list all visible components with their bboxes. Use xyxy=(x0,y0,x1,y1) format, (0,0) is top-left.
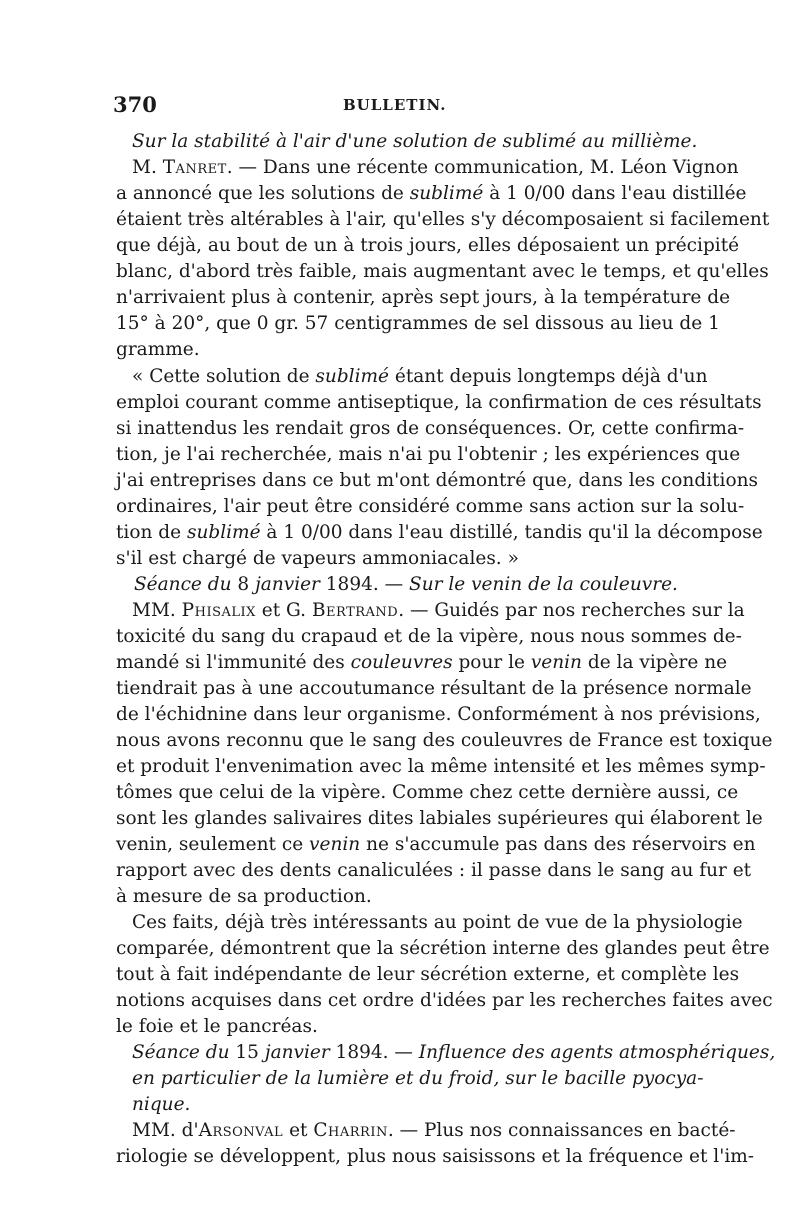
text-run: MM. xyxy=(132,600,182,621)
text-run: rapport avec des dents canaliculées : il passe dans le sang au fur et xyxy=(116,860,752,881)
text-line xyxy=(116,207,770,233)
text-run: et produit l'envenimation avec la même intensité et les mêmes symp- xyxy=(116,756,766,777)
text-line xyxy=(116,936,770,962)
italic-text: Séance du xyxy=(134,574,232,595)
text-run: riologie se développent, plus nous saisissons et la fréquence et l'im- xyxy=(116,1146,755,1167)
text-run: notions acquises dans cet ordre d'idées par les recherches faites avec xyxy=(116,990,773,1011)
text-run: à 1 0/00 dans l'eau distillée xyxy=(483,183,747,204)
text-run: pour le xyxy=(452,652,531,673)
italic-text: en particulier de la lumière et du froid, sur le bacille pyocya- xyxy=(132,1068,704,1089)
text-line xyxy=(132,1040,776,1066)
text-line xyxy=(132,364,708,390)
text-line xyxy=(132,1066,704,1092)
italic-text: Sur la stabilité à l'air d'une solution de sublimé au millième. xyxy=(132,131,698,152)
text-line xyxy=(116,390,762,416)
text-run: . — Plus nos connaissances en bacté- xyxy=(387,1120,736,1141)
text-line xyxy=(116,702,761,728)
text-line xyxy=(116,728,773,754)
text-line xyxy=(132,598,745,624)
text-run: de la vipère ne xyxy=(581,652,728,673)
text-line xyxy=(116,650,728,676)
text-run: . — Dans une récente communication, M. Léon Vignon xyxy=(226,157,739,178)
text-run: si inattendus les rendait gros de conséquences. Or, cette confirma- xyxy=(116,418,745,439)
text-run: emploi courant comme antiseptique, la confirmation de ces résultats xyxy=(116,392,762,413)
text-run: mandé si l'immunité des xyxy=(116,652,351,673)
text-line xyxy=(116,259,769,285)
text-line xyxy=(116,780,739,806)
text-line xyxy=(116,754,766,780)
text-run: n'arrivaient plus à contenir, après sept jours, à la température de xyxy=(116,287,731,308)
text-line xyxy=(116,416,745,442)
text-run: sont les glandes salivaires dites labiales supérieures qui élaborent le xyxy=(116,808,763,829)
italic-text: Influence des agents atmosphériques, xyxy=(418,1042,776,1063)
text-run: toxicité du sang du crapaud et de la vipère, nous nous sommes de- xyxy=(116,626,742,647)
text-run: « Cette solution de xyxy=(132,366,316,387)
text-line xyxy=(116,546,694,572)
text-run: Ces faits, déjà très intéressants au point de vue de la physiologie xyxy=(132,912,743,933)
text-line xyxy=(116,494,745,520)
italic-text: janvier xyxy=(264,1042,330,1063)
text-run: étant depuis longtemps déjà d'un xyxy=(389,366,708,387)
text-line xyxy=(132,155,739,181)
text-line xyxy=(116,1014,694,1040)
text-line xyxy=(116,676,752,702)
text-run: étaient très altérables à l'air, qu'elles s'y décomposaient si facilement xyxy=(116,209,770,230)
text-run: comparée, démontrent que la sécrétion interne des glandes peut être xyxy=(116,938,770,959)
text-run: de l'échidnine dans leur organisme. Conformément à nos prévisions, xyxy=(116,704,761,725)
text-line xyxy=(116,181,747,207)
text-line xyxy=(132,1092,694,1118)
text-run: s'il est chargé de vapeurs ammoniacales. » xyxy=(116,548,519,569)
italic-text: Sur le venin de la couleuvre. xyxy=(409,574,678,595)
text-run: tion de xyxy=(116,522,187,543)
text-line xyxy=(116,442,741,468)
italic-text: janvier xyxy=(255,574,320,595)
text-run: le foie et le pancréas. xyxy=(116,1016,318,1037)
text-line xyxy=(134,572,694,598)
author-name: Bertrand xyxy=(311,600,399,621)
text-run: gramme. xyxy=(116,339,200,360)
text-line xyxy=(132,1118,736,1144)
text-run: ne s'accumule pas dans des réservoirs en xyxy=(360,834,756,855)
text-run: tiendrait pas à une accoutumance résultant de la présence normale xyxy=(116,678,752,699)
text-run: 15 xyxy=(229,1042,265,1063)
text-line xyxy=(116,520,763,546)
italic-text: venin xyxy=(530,652,582,673)
text-line xyxy=(116,884,694,910)
text-run: à mesure de sa production. xyxy=(116,886,372,907)
text-run: M. xyxy=(132,157,163,178)
text-run: et xyxy=(283,1120,314,1141)
text-line xyxy=(116,337,694,363)
text-line xyxy=(116,1144,755,1170)
text-run: 15° à 20°, que 0 gr. 57 centigrammes de sel dissous au lieu de 1 xyxy=(116,313,720,334)
text-run: j'ai entreprises dans ce but m'ont démontré que, dans les conditions xyxy=(116,470,759,491)
author-name: Phisalix xyxy=(181,600,256,621)
page-number: 370 xyxy=(113,92,157,117)
text-line xyxy=(116,988,773,1014)
text-run: tion, je l'ai recherchée, mais n'ai pu l'obtenir ; les expériences que xyxy=(116,444,741,465)
text-line xyxy=(116,311,720,337)
text-run: 1894. — xyxy=(329,1042,419,1063)
text-run: 1894. — xyxy=(319,574,410,595)
page-header xyxy=(113,92,703,120)
text-line xyxy=(116,858,752,884)
text-line xyxy=(116,468,759,494)
text-run: 8 xyxy=(231,574,256,595)
text-run: blanc, d'abord très faible, mais augmentant avec le temps, et qu'elles xyxy=(116,261,769,282)
italic-text: venin xyxy=(309,834,361,855)
text-line xyxy=(116,832,756,858)
text-line xyxy=(132,910,743,936)
running-title: BULLETIN. xyxy=(343,96,447,114)
italic-text: Séance du xyxy=(132,1042,230,1063)
italic-text: sublimé xyxy=(315,366,389,387)
text-run: a annoncé que les solutions de xyxy=(116,183,410,204)
text-run: venin, seulement ce xyxy=(116,834,310,855)
text-line xyxy=(116,233,740,259)
author-name: Tanret xyxy=(162,157,227,178)
text-run: MM. d' xyxy=(132,1120,199,1141)
text-run: nous avons reconnu que le sang des couleuvres de France est toxique xyxy=(116,730,773,751)
text-run: et G. xyxy=(255,600,312,621)
text-run: . — Guidés par nos recherches sur la xyxy=(398,600,745,621)
text-run: ordinaires, l'air peut être considéré comme sans action sur la solu- xyxy=(116,496,745,517)
text-line xyxy=(116,624,742,650)
italic-text: nique. xyxy=(132,1094,191,1115)
author-name: Arsonval xyxy=(198,1120,284,1141)
text-run: que déjà, au bout de un à trois jours, elles déposaient un précipité xyxy=(116,235,740,256)
text-run: à 1 0/00 dans l'eau distillé, tandis qu'il la décompose xyxy=(260,522,763,543)
author-name: Charrin xyxy=(313,1120,388,1141)
italic-text: sublimé xyxy=(409,183,484,204)
text-line xyxy=(116,806,763,832)
text-line xyxy=(116,962,740,988)
italic-text: couleuvres xyxy=(350,652,453,673)
text-run: tômes que celui de la vipère. Comme chez cette dernière aussi, ce xyxy=(116,782,739,803)
text-run: tout à fait indépendante de leur sécrétion externe, et complète les xyxy=(116,964,740,985)
italic-text: sublimé xyxy=(186,522,261,543)
text-line xyxy=(116,285,731,311)
text-line xyxy=(132,129,698,155)
